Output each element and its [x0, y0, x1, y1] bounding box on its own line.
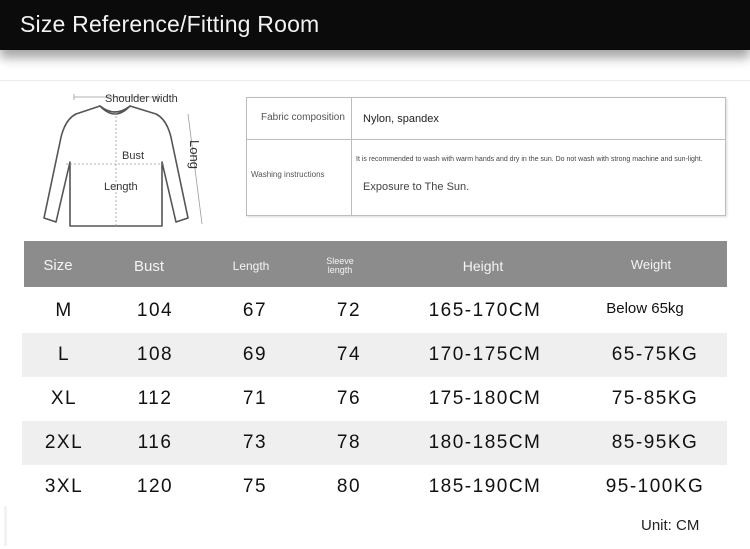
info-divider	[351, 98, 352, 215]
divider	[0, 80, 750, 81]
long-label: Long	[187, 140, 202, 169]
cell-height: 170-175CM	[428, 344, 542, 365]
header-weight: Weight	[630, 257, 672, 272]
cell-length: 69	[242, 344, 268, 365]
garment-diagram	[38, 92, 208, 232]
cell-sleeve: 76	[336, 388, 362, 409]
cell-bust: 116	[137, 432, 173, 453]
cell-size: 2XL	[44, 432, 84, 453]
cell-length: 75	[242, 476, 268, 497]
cell-length: 73	[242, 432, 268, 453]
cell-weight: 85-95KG	[611, 432, 699, 453]
cell-weight: 65-75KG	[611, 344, 699, 365]
cell-length: 71	[242, 388, 268, 409]
tshirt-outline-icon	[38, 92, 208, 232]
table-row	[22, 421, 727, 465]
table-row	[22, 465, 727, 509]
header-length: Length	[232, 259, 270, 273]
page-title: Size Reference/Fitting Room	[20, 11, 320, 37]
cell-sleeve: 80	[336, 476, 362, 497]
cell-weight: 95-100KG	[605, 476, 705, 497]
length-label: Length	[104, 181, 138, 193]
edge-mark	[4, 506, 7, 546]
shoulder-width-label: Shoulder width	[105, 93, 178, 105]
cell-height: 175-180CM	[428, 388, 542, 409]
cell-weight: Below 65kg	[606, 300, 684, 317]
cell-height: 165-170CM	[428, 300, 542, 321]
cell-length: 67	[242, 300, 268, 321]
cell-sleeve: 74	[336, 344, 362, 365]
cell-sleeve: 72	[336, 300, 362, 321]
table-row	[22, 289, 727, 333]
cell-sleeve: 78	[336, 432, 362, 453]
table-row	[22, 333, 727, 377]
header-size: Size	[43, 257, 73, 274]
header-height: Height	[462, 258, 504, 274]
cell-height: 180-185CM	[428, 432, 542, 453]
fabric-label: Fabric composition	[261, 112, 345, 123]
cell-bust: 108	[136, 344, 174, 365]
size-table-header	[24, 241, 727, 287]
bust-label: Bust	[122, 150, 145, 162]
washing-instructions-text: It is recommended to wash with warm hands and dry in the sun. Do not wash with strong machine and sun-light.	[356, 156, 703, 163]
table-row	[22, 377, 727, 421]
fabric-value: Nylon, spandex	[363, 113, 439, 125]
cell-bust: 112	[137, 388, 173, 409]
cell-size: M	[55, 300, 73, 321]
cell-size: L	[57, 344, 71, 365]
product-info-box	[246, 97, 726, 216]
cell-weight: 75-85KG	[611, 388, 699, 409]
washing-value: Exposure to The Sun.	[363, 181, 470, 193]
page-header	[0, 0, 750, 50]
washing-label: Washing instructions	[251, 170, 325, 179]
cell-bust: 104	[136, 300, 174, 321]
cell-height: 185-190CM	[428, 476, 542, 497]
unit-label: Unit: CM	[641, 517, 700, 534]
cell-size: 3XL	[44, 476, 84, 497]
header-sleeve-length: Sleeve length	[326, 256, 354, 275]
header-bust: Bust	[133, 258, 165, 275]
cell-bust: 120	[136, 476, 174, 497]
cell-size: XL	[50, 388, 78, 409]
